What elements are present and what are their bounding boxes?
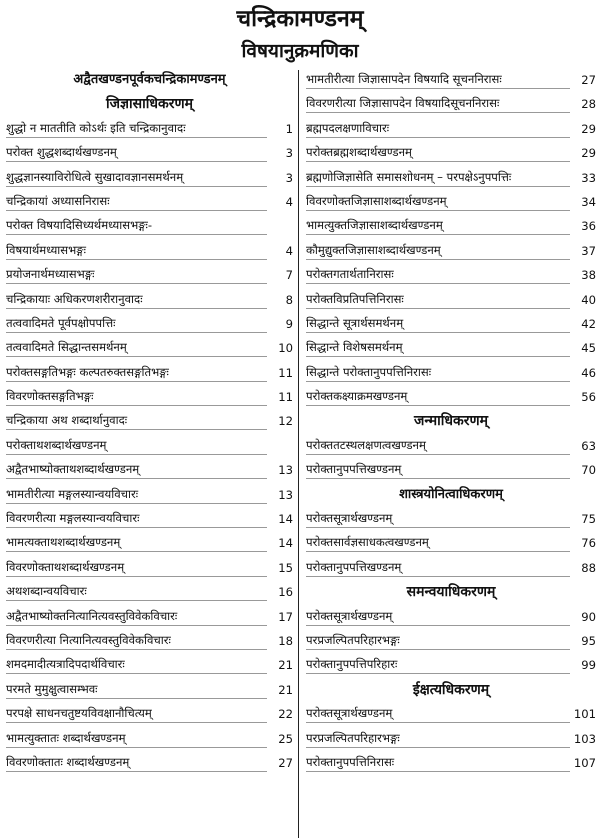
toc-entry-title: प्रयोजनार्थमध्यासभङ्गः xyxy=(6,263,267,284)
toc-entry-title: ब्रह्मपदलक्षणाविचारः xyxy=(306,117,570,138)
toc-entry xyxy=(6,361,293,385)
toc-entry xyxy=(6,166,293,190)
toc-entry-title: भामतीरीत्या जिज्ञासापदेन विषयादि सूचननिरासः xyxy=(306,68,570,89)
toc-entry-title: परोक्तविप्रतिपत्तिनिरासः xyxy=(306,288,570,309)
toc-entry xyxy=(6,605,293,629)
toc-entry xyxy=(306,702,596,726)
toc-entry-page: 16 xyxy=(278,585,293,600)
toc-entry xyxy=(306,653,596,677)
toc-entry xyxy=(306,288,596,312)
toc-entry-page: 33 xyxy=(581,170,596,185)
toc-entry-page: 101 xyxy=(573,707,596,722)
toc-entry xyxy=(306,214,596,238)
toc-entry-title: अद्वैतभाष्योक्ताथशब्दार्थखण्डनम् xyxy=(6,458,267,479)
toc-entry-title: परोक्तसार्वज्ञसाधकत्वखण्डनम् xyxy=(306,531,570,552)
toc-entry xyxy=(6,263,293,287)
toc-entry-page: 15 xyxy=(278,560,293,575)
toc-entry-title: परोक्तगतार्थतानिरासः xyxy=(306,263,570,284)
toc-entry-page: 56 xyxy=(581,390,596,405)
toc-entry-page: 9 xyxy=(285,316,293,331)
toc-entry-page: 75 xyxy=(581,512,596,527)
toc-entry-page: 12 xyxy=(278,414,293,429)
toc-entry-page: 29 xyxy=(581,121,596,136)
toc-entry-title: परोक्तानुपपत्तिपरिहारः xyxy=(306,653,570,674)
toc-entry xyxy=(6,117,293,141)
toc-entry-title: चन्द्रिकायां अध्यासनिरासः xyxy=(6,190,267,211)
section-heading: जिज्ञासाधिकरणम् xyxy=(106,96,193,113)
toc-entry-page: 14 xyxy=(278,536,293,551)
toc-entry-page: 4 xyxy=(285,243,293,258)
toc-entry xyxy=(6,702,293,726)
toc-entry-title: शुद्धो न माततीति कोऽर्थः इति चन्द्रिकानुवादः xyxy=(6,117,267,138)
toc-entry xyxy=(306,556,596,580)
toc-entry-title: परोक्तसूत्रार्थखण्डनम् xyxy=(306,605,570,626)
toc-entry xyxy=(306,166,596,190)
toc-entry-page: 4 xyxy=(285,194,293,209)
toc-entry-page: 22 xyxy=(278,707,293,722)
toc-right-column xyxy=(306,68,596,775)
toc-entry xyxy=(6,239,293,263)
section-heading: जन्माधिकरणम् xyxy=(413,413,489,430)
toc-entry-title: परोक्तसङ्गतिभङ्गः कल्पतरुक्तसङ्गतिभङ्गः xyxy=(6,361,267,382)
toc-entry xyxy=(306,434,596,458)
toc-entry-title: शमदमादीत्यत्रादिपदार्थविचारः xyxy=(6,653,267,674)
toc-entry-page: 70 xyxy=(581,463,596,478)
toc-entry-title: विवरणरीत्या जिज्ञासापदेन विषयादिसूचननिरासः xyxy=(306,92,570,113)
toc-entry xyxy=(306,117,596,141)
section-heading: शास्त्रयोनित्वाधिकरणम् xyxy=(399,486,503,502)
toc-entry xyxy=(6,727,293,751)
toc-entry-page: 21 xyxy=(278,682,293,697)
toc-left-column xyxy=(6,68,293,775)
toc-entry-page: 18 xyxy=(278,633,293,648)
toc-entry xyxy=(6,580,293,604)
toc-entry-page: 76 xyxy=(581,536,596,551)
toc-entry xyxy=(306,312,596,336)
toc-entry-title: ब्रह्मणोजिज्ञासेति समासशोधनम् – परपक्षेऽनुपपत्तिः xyxy=(306,166,570,187)
toc-entry-title: विवरणोक्तसङ्गतिभङ्गः xyxy=(6,385,267,406)
toc-entry-title: भामत्यक्ताथशब्दार्थखण्डनम् xyxy=(6,531,267,552)
toc-entry-page: 63 xyxy=(581,438,596,453)
toc-entry-page: 11 xyxy=(278,365,293,380)
section-heading: ईक्षत्यधिकरणम् xyxy=(412,681,490,698)
toc-entry-page: 27 xyxy=(278,755,293,770)
toc-entry xyxy=(306,727,596,751)
page-title: चन्द्रिकामण्डनम् xyxy=(236,6,364,32)
toc-entry-title: विषयार्थमध्यासभङ्गः xyxy=(6,239,267,260)
toc-entry xyxy=(306,458,596,482)
toc-entry-page: 13 xyxy=(278,463,293,478)
toc-entry-page: 36 xyxy=(581,219,596,234)
toc-entry xyxy=(6,336,293,360)
toc-entry-title: भामतीरीत्या मङ्गलस्यान्वयविचारः xyxy=(6,483,267,504)
toc-entry-title: भामत्युक्तातः शब्दार्थखण्डनम् xyxy=(6,727,267,748)
toc-entry-title: परोक्ततटस्थलक्षणत्वखण्डनम् xyxy=(306,434,570,455)
toc-entry-page: 29 xyxy=(581,146,596,161)
toc-entry-title: अद्वैतभाष्योक्तनित्यानित्यवस्तुविवेकविचारः xyxy=(6,605,267,626)
toc-entry-page: 37 xyxy=(581,243,596,258)
toc-entry-title: परप्रजल्पितपरिहारभङ्गः xyxy=(306,727,570,748)
toc-entry-title: अथशब्दान्वयविचारः xyxy=(6,580,267,601)
toc-entry xyxy=(6,458,293,482)
toc-entry-page: 11 xyxy=(278,390,293,405)
toc-entry-page: 45 xyxy=(581,341,596,356)
toc-entry xyxy=(306,385,596,409)
toc-entry-page: 34 xyxy=(581,194,596,209)
toc-entry xyxy=(6,653,293,677)
toc-entry-title: परपक्षे साधनचतुष्टयविवक्षानौचित्यम् xyxy=(6,702,267,723)
toc-entry-title: तत्ववादिमते पूर्वपक्षोपपत्तिः xyxy=(6,312,267,333)
toc-entry xyxy=(6,214,293,238)
toc-entry-title: चन्द्रिकायाः अधिकरणशरीरानुवादः xyxy=(6,288,267,309)
toc-entry xyxy=(6,751,293,775)
toc-entry-page: 40 xyxy=(581,292,596,307)
toc-entry xyxy=(6,483,293,507)
toc-entry-title: परोक्तकक्ष्याक्रमखण्डनम् xyxy=(306,385,570,406)
toc-entry-title: परमते मुमुक्षुत्वासम्भवः xyxy=(6,678,267,699)
toc-entry-title: परोक्त विषयादिसिध्यर्थमध्यासभङ्गः- xyxy=(6,214,267,235)
toc-entry-page: 99 xyxy=(581,658,596,673)
toc-entry-page: 21 xyxy=(278,658,293,673)
toc-entry xyxy=(6,556,293,580)
toc-entry-page: 10 xyxy=(278,341,293,356)
toc-entry-title: शुद्धज्ञानस्याविरोधित्वे सुखादावज्ञानसमर्थनम् xyxy=(6,166,267,187)
toc-entry xyxy=(306,507,596,531)
toc-entry xyxy=(6,629,293,653)
toc-entry-title: विवरणरीत्या नित्यानित्यवस्तुविवेकविचारः xyxy=(6,629,267,650)
toc-entry-title: परोक्त शुद्धशब्दार्थखण्डनम् xyxy=(6,141,267,162)
toc-entry-page: 38 xyxy=(581,268,596,283)
toc-entry-page: 13 xyxy=(278,487,293,502)
toc-entry xyxy=(306,629,596,653)
toc-entry-title: परोक्तसूत्रार्थखण्डनम् xyxy=(306,702,570,723)
toc-entry-title: सिद्धान्ते सूत्रार्थसमर्थनम् xyxy=(306,312,570,333)
toc-entry-title: विवरणोक्तजिज्ञासाशब्दार्थखण्डनम् xyxy=(306,190,570,211)
toc-entry xyxy=(306,605,596,629)
toc-entry-page: 7 xyxy=(285,268,293,283)
toc-entry-page: 1 xyxy=(285,121,293,136)
section-heading: अद्वैतखण्डनपूर्वकचन्द्रिकामण्डनम् xyxy=(73,72,226,87)
toc-entry-page: 28 xyxy=(581,97,596,112)
toc-entry-title: तत्ववादिमते सिद्धान्तसमर्थनम् xyxy=(6,336,267,357)
toc-entry-title: परोक्ताथशब्दार्थखण्डनम् xyxy=(6,434,267,455)
toc-entry-page: 17 xyxy=(278,609,293,624)
toc-entry-page: 8 xyxy=(285,292,293,307)
toc-entry-title: सिद्धान्ते परोक्तानुपपत्तिनिरासः xyxy=(306,361,570,382)
column-divider xyxy=(298,70,299,838)
toc-entry-title: परप्रजल्पितपरिहारभङ्गः xyxy=(306,629,570,650)
toc-entry xyxy=(306,141,596,165)
toc-entry xyxy=(306,336,596,360)
toc-entry-title: चन्द्रिकाया अथ शब्दार्थानुवादः xyxy=(6,409,267,430)
toc-entry-page: 107 xyxy=(573,755,596,770)
toc-entry-page: 95 xyxy=(581,633,596,648)
toc-entry-page: 46 xyxy=(581,365,596,380)
toc-entry xyxy=(6,434,293,458)
toc-entry xyxy=(306,531,596,555)
toc-entry xyxy=(306,190,596,214)
toc-entry-page: 3 xyxy=(285,170,293,185)
toc-entry-page: 90 xyxy=(581,609,596,624)
toc-entry-page: 42 xyxy=(581,316,596,331)
toc-entry xyxy=(306,751,596,775)
toc-entry-page: 14 xyxy=(278,512,293,527)
toc-entry xyxy=(6,312,293,336)
toc-entry xyxy=(306,239,596,263)
toc-entry-title: कौमुद्युक्तजिज्ञासाशब्दार्थखण्डनम् xyxy=(306,239,570,260)
toc-entry xyxy=(6,409,293,433)
toc-entry-page: 25 xyxy=(278,731,293,746)
toc-entry-title: भामत्युक्तजिज्ञासाशब्दार्थखण्डनम् xyxy=(306,214,570,235)
toc-entry-title: विवरणरीत्या मङ्गलस्यान्वयविचारः xyxy=(6,507,267,528)
toc-entry-title: परोक्तानुपपत्तिखण्डनम् xyxy=(306,458,570,479)
page-subtitle: विषयानुक्रमणिका xyxy=(241,40,359,62)
toc-entry xyxy=(6,141,293,165)
toc-entry-title: सिद्धान्ते विशेषसमर्थनम् xyxy=(306,336,570,357)
toc-entry-title: विवरणोक्ताथशब्दार्थखण्डनम् xyxy=(6,556,267,577)
toc-entry-title: परोक्तब्रह्मशब्दार्थखण्डनम् xyxy=(306,141,570,162)
toc-entry xyxy=(306,92,596,116)
section-heading: समन्वयाधिकरणम् xyxy=(406,584,496,601)
toc-entry xyxy=(306,263,596,287)
toc-entry-title: परोक्तानुपपत्तिनिरासः xyxy=(306,751,570,772)
toc-entry xyxy=(6,288,293,312)
toc-entry xyxy=(6,678,293,702)
toc-entry xyxy=(306,68,596,92)
toc-entry xyxy=(6,190,293,214)
toc-entry-page: 27 xyxy=(581,73,596,87)
toc-entry-page: 88 xyxy=(581,560,596,575)
toc-entry-page: 103 xyxy=(573,731,596,746)
toc-entry xyxy=(6,531,293,555)
toc-entry xyxy=(6,507,293,531)
toc-entry xyxy=(306,361,596,385)
toc-entry xyxy=(6,385,293,409)
toc-entry-title: परोक्तानुपपत्तिखण्डनम् xyxy=(306,556,570,577)
toc-entry-page: 3 xyxy=(285,146,293,161)
toc-entry-title: परोक्तसूत्रार्थखण्डनम् xyxy=(306,507,570,528)
toc-entry-title: विवरणोक्तातः शब्दार्थखण्डनम् xyxy=(6,751,267,772)
